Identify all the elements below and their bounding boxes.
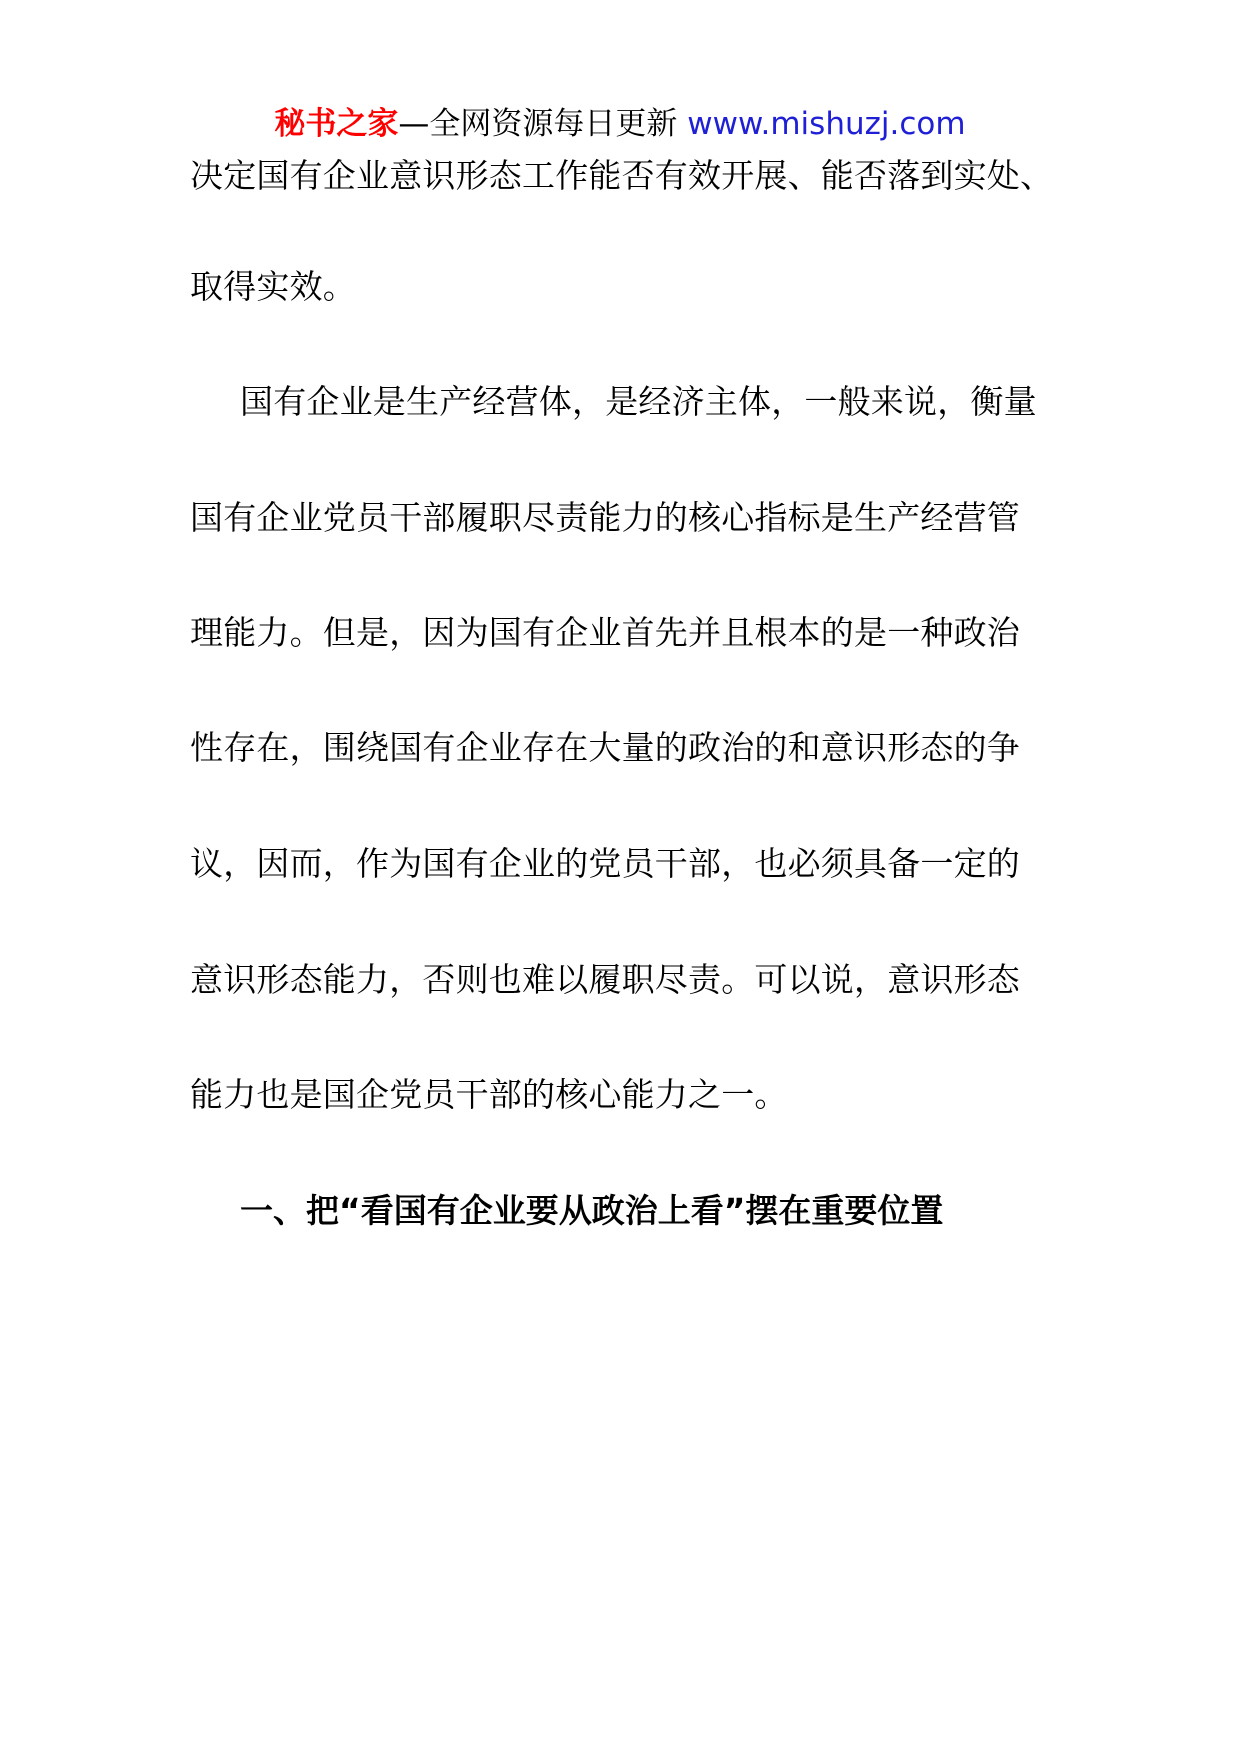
section-heading: 一、把“看国有企业要从政治上看”摆在重要位置 [240, 1191, 944, 1230]
site-tagline: —全网资源每日更新 [398, 106, 688, 142]
paragraph-line: 议，因而，作为国有企业的党员干部，也必须具备一定的 [190, 844, 1020, 883]
paragraph-line: 国有企业党员干部履职尽责能力的核心指标是生产经营管 [190, 498, 1020, 537]
paragraph-line: 性存在，围绕国有企业存在大量的政治的和意识形态的争 [190, 728, 1020, 767]
paragraph-line: 意识形态能力，否则也难以履职尽责。可以说，意识形态 [190, 960, 1020, 999]
site-url-link[interactable]: www.mishuzj.com [687, 106, 966, 142]
site-brand: 秘书之家 [274, 106, 399, 142]
paragraph-line: 国有企业是生产经营体，是经济主体，一般来说，衡量 [240, 382, 1037, 421]
paragraph-line: 取得实效。 [190, 267, 356, 306]
paragraph-line: 决定国有企业意识形态工作能否有效开展、能否落到实处、 [190, 156, 1054, 195]
paragraph-line: 能力也是国企党员干部的核心能力之一。 [190, 1075, 788, 1114]
paragraph-line: 理能力。但是，因为国有企业首先并且根本的是一种政治 [190, 613, 1020, 652]
site-header [0, 104, 1240, 144]
